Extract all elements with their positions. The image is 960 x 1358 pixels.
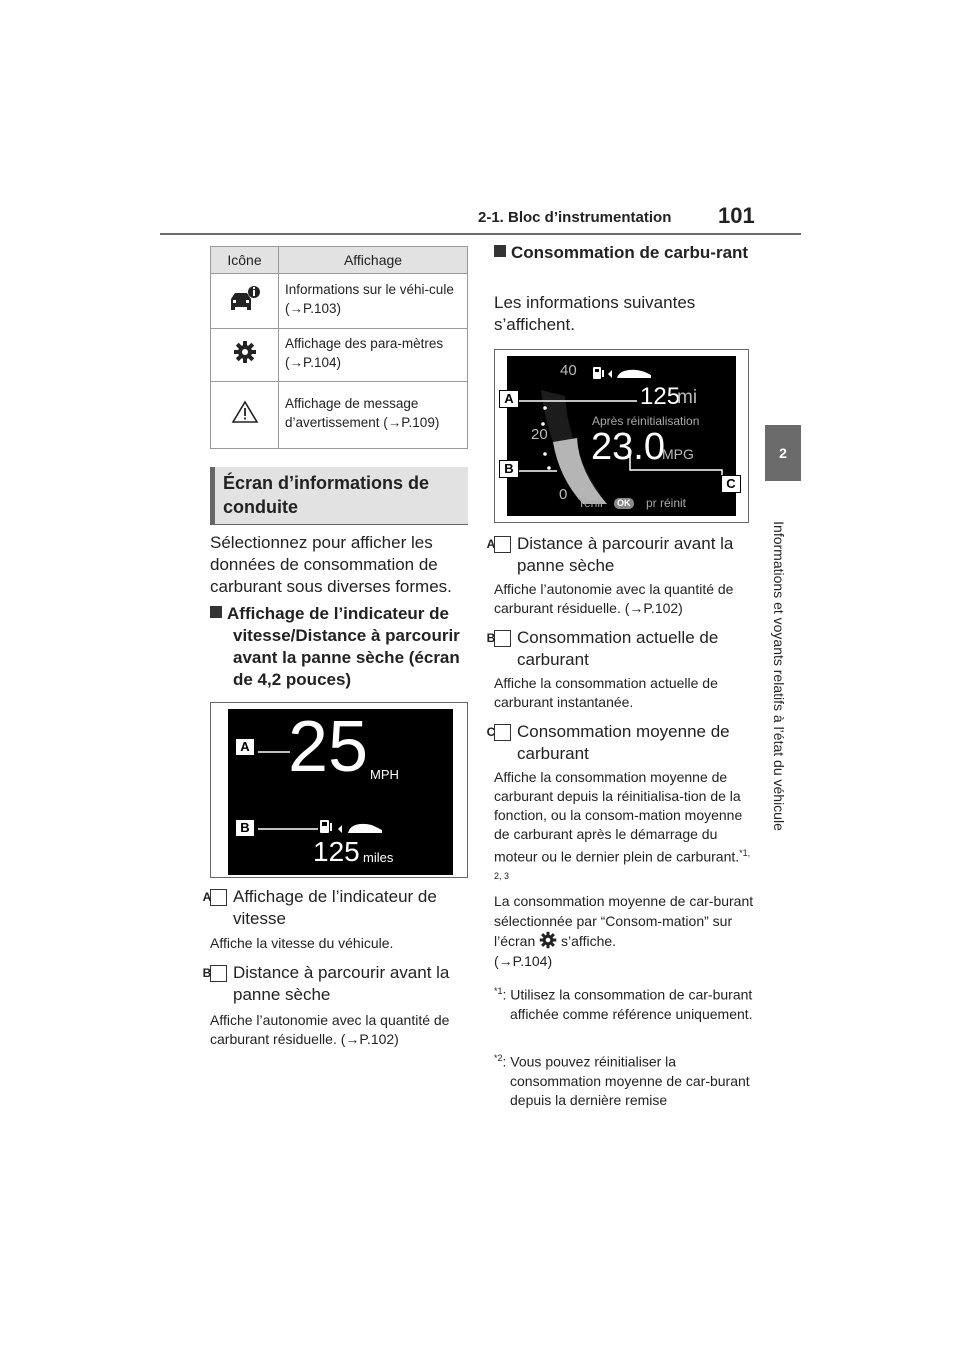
item-title: Consommation actuelle de carburant bbox=[517, 628, 719, 669]
reset-label: pr réinit bbox=[646, 496, 687, 510]
consumption-item-c-desc bbox=[494, 768, 756, 889]
speed-screen-frame bbox=[210, 702, 468, 878]
settings-note bbox=[494, 891, 756, 971]
consumption-section-heading bbox=[494, 242, 756, 264]
speed-item-a-desc: Affiche la vitesse du véhicule. bbox=[210, 935, 394, 951]
warning-icon bbox=[231, 400, 259, 424]
footnote-1 bbox=[494, 982, 756, 1024]
chapter-tab: 2 bbox=[765, 425, 801, 481]
item-title: Consommation moyenne de carburant bbox=[517, 722, 730, 763]
average-value: 23.0 bbox=[591, 426, 665, 468]
speed-item-b-desc: Affiche l’autonomie avec la quantité de carburant résiduelle. (→P.102) bbox=[210, 1012, 450, 1047]
callout-b: B bbox=[235, 819, 255, 837]
consumption-screen-frame bbox=[494, 349, 749, 523]
car-icon bbox=[617, 370, 651, 378]
fuel-pump-icon bbox=[320, 820, 332, 833]
bullet-square bbox=[210, 606, 222, 618]
icon-table bbox=[210, 246, 468, 449]
item-desc-text: Affiche la consommation moyenne de carburant depuis la réinitialisa-tion de la fonction, ou la consom-mation moyenne de carburant après le démarrage du moteur ou le dernier plein de carburant. bbox=[494, 769, 743, 865]
table-header-display: Affichage bbox=[279, 247, 468, 274]
footnote-mark: *1 bbox=[494, 986, 503, 996]
item-label: A bbox=[210, 889, 227, 906]
ok-button-label: OK bbox=[617, 498, 631, 508]
car-icon bbox=[348, 824, 382, 833]
speed-item-b bbox=[202, 962, 472, 1006]
footnote-text: : Utilisez la consommation de car-burant affichée comme référence uniquement. bbox=[502, 986, 753, 1022]
table-row bbox=[211, 274, 468, 329]
item-label: B bbox=[210, 965, 227, 982]
item-title: Distance à parcourir avant la panne sèche bbox=[517, 534, 734, 575]
intro-paragraph: Sélectionnez pour afficher les données de consommation de carburant sous diverses formes. bbox=[210, 533, 452, 596]
settings-note-text: La consommation moyenne de car-burant sélectionnée par “Consom-mation” sur l’écran bbox=[494, 893, 754, 949]
range-value: 125 bbox=[640, 383, 681, 410]
table-header-icon: Icône bbox=[211, 247, 279, 274]
header-rule bbox=[160, 233, 801, 235]
hold-label: Tenir bbox=[578, 496, 605, 510]
consumption-item-c bbox=[486, 721, 756, 765]
speed-unit: MPH bbox=[370, 767, 399, 782]
gauge-label-mid: 20 bbox=[531, 426, 548, 443]
chapter-title: Informations et voyants relatifs à l’état du véhicule bbox=[771, 521, 787, 831]
footnote-ref: *1, 2, 3 bbox=[494, 848, 751, 881]
callout-a: A bbox=[499, 390, 519, 408]
consumption-item-b-desc: Affiche la consommation actuelle de carburant instantanée. bbox=[494, 675, 718, 710]
page-number: 101 bbox=[718, 203, 755, 228]
callout-b: B bbox=[499, 460, 519, 478]
consumption-item-b bbox=[486, 627, 756, 671]
gauge-label-top: 40 bbox=[560, 362, 577, 379]
arrow-left-icon bbox=[608, 370, 612, 378]
item-label: A bbox=[494, 536, 511, 553]
section-title: 2-1. Bloc d’instrumentation bbox=[478, 209, 672, 226]
callout-a: A bbox=[235, 738, 255, 756]
gauge-label-bottom: 0 bbox=[559, 486, 568, 503]
vehicle-info-icon bbox=[228, 285, 262, 311]
arrow-left-icon bbox=[338, 825, 342, 833]
settings-note-text-end: s’affiche. bbox=[561, 933, 617, 949]
speed-screen bbox=[228, 709, 453, 875]
table-cell-text: Affichage de message d’avertissement (→P.109) bbox=[279, 382, 468, 449]
table-row bbox=[211, 329, 468, 382]
after-reset-label: Après réinitialisation bbox=[592, 414, 700, 428]
table-cell-text: Affichage des para-mètres (→P.104) bbox=[279, 329, 468, 382]
speed-heading-text: Affichage de l’indicateur de vitesse/Distance à parcourir avant la panne sèche (écran de 4,2 pouces) bbox=[227, 604, 460, 689]
gear-icon bbox=[539, 931, 557, 949]
settings-note-ref: (→P.104) bbox=[494, 953, 553, 969]
section-heading: Écran d’informations de conduite bbox=[210, 467, 468, 525]
consumption-screen bbox=[507, 356, 736, 516]
speed-value: 25 bbox=[288, 707, 369, 787]
footnote-text: : Vous pouvez réinitialiser la consommation moyenne de car-burant depuis la dernière remise bbox=[502, 1053, 750, 1108]
range-value: 125 bbox=[313, 836, 360, 867]
range-unit: mi bbox=[677, 387, 698, 408]
item-title: Affichage de l’indicateur de vitesse bbox=[233, 887, 437, 928]
gear-icon bbox=[233, 340, 257, 364]
table-cell-text: Informations sur le véhi-cule (→P.103) bbox=[279, 274, 468, 329]
item-label: C bbox=[494, 724, 511, 741]
footnote-mark: *2 bbox=[494, 1053, 503, 1063]
average-unit: MPG bbox=[662, 446, 694, 462]
table-row bbox=[211, 382, 468, 449]
fuel-pump-icon bbox=[593, 367, 604, 379]
item-title: Distance à parcourir avant la panne sèche bbox=[233, 963, 450, 1004]
callout-c: C bbox=[721, 475, 741, 493]
consumption-intro: Les informations suivantes s’affichent. bbox=[494, 293, 696, 334]
consumption-heading-text: Consommation de carbu-rant bbox=[511, 243, 749, 262]
item-label: B bbox=[494, 630, 511, 647]
consumption-item-a-desc: Affiche l’autonomie avec la quantité de carburant résiduelle. (→P.102) bbox=[494, 581, 734, 616]
footnote-2 bbox=[494, 1049, 756, 1110]
speed-item-a bbox=[202, 886, 472, 930]
speed-section-heading bbox=[210, 603, 472, 691]
range-unit: miles bbox=[363, 850, 394, 865]
consumption-item-a bbox=[486, 533, 756, 577]
bullet-square bbox=[494, 245, 506, 257]
